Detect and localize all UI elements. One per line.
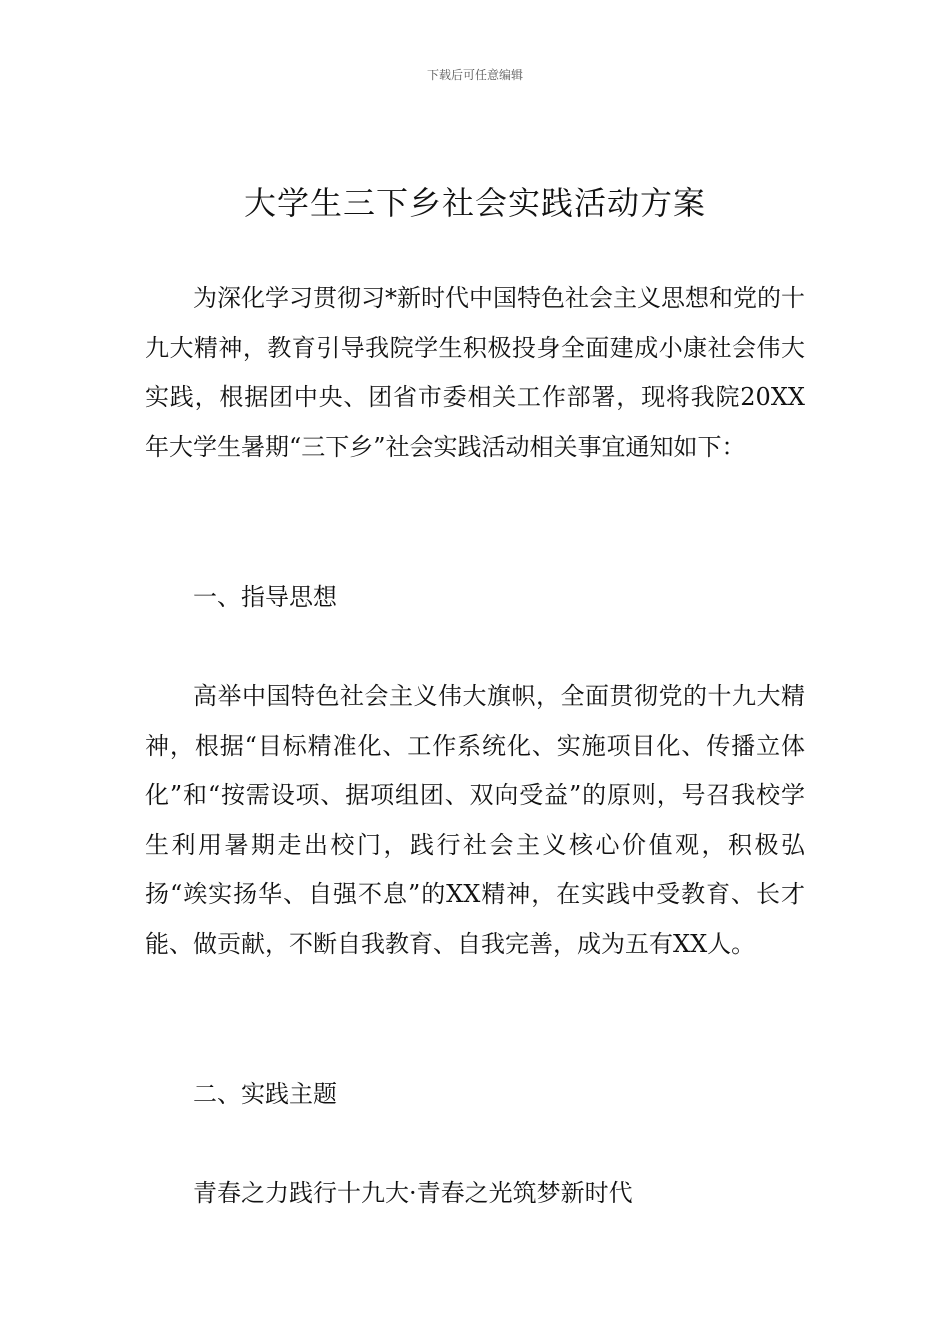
- guiding-ideology-paragraph: 高举中国特色社会主义伟大旗帜，全面贯彻党的十九大精神，根据“目标精准化、工作系统化、实施项目化、传播立体化”和“按需设项、据项组团、双向受益”的原则，号召我校学生利用暑期走出校门，践行社会主义核心价值观，积极弘扬“竢实扬华、自强不息”的XX精神，在实践中受教育、长才能、做贡献，不断自我教育、自我完善，成为五有XX人。: [145, 682, 805, 958]
- section-heading-practice-theme: 二、实践主题: [193, 1080, 337, 1108]
- section-heading-guiding-ideology: 一、指导思想: [193, 583, 337, 611]
- page-header-note: 下载后可任意编辑: [426, 68, 523, 82]
- practice-theme-paragraph: 青春之力践行十九大·青春之光筑梦新时代: [193, 1179, 633, 1207]
- document-title: 大学生三下乡社会实践活动方案: [243, 184, 706, 222]
- intro-paragraph: 为深化学习贯彻习*新时代中国特色社会主义思想和党的十九大精神，教育引导我院学生积极投身全面建成小康社会伟大实践，根据团中央、团省市委相关工作部署，现将我院20XX年大学生暑期“三下乡”社会实践活动相关事宜通知如下：: [145, 284, 805, 461]
